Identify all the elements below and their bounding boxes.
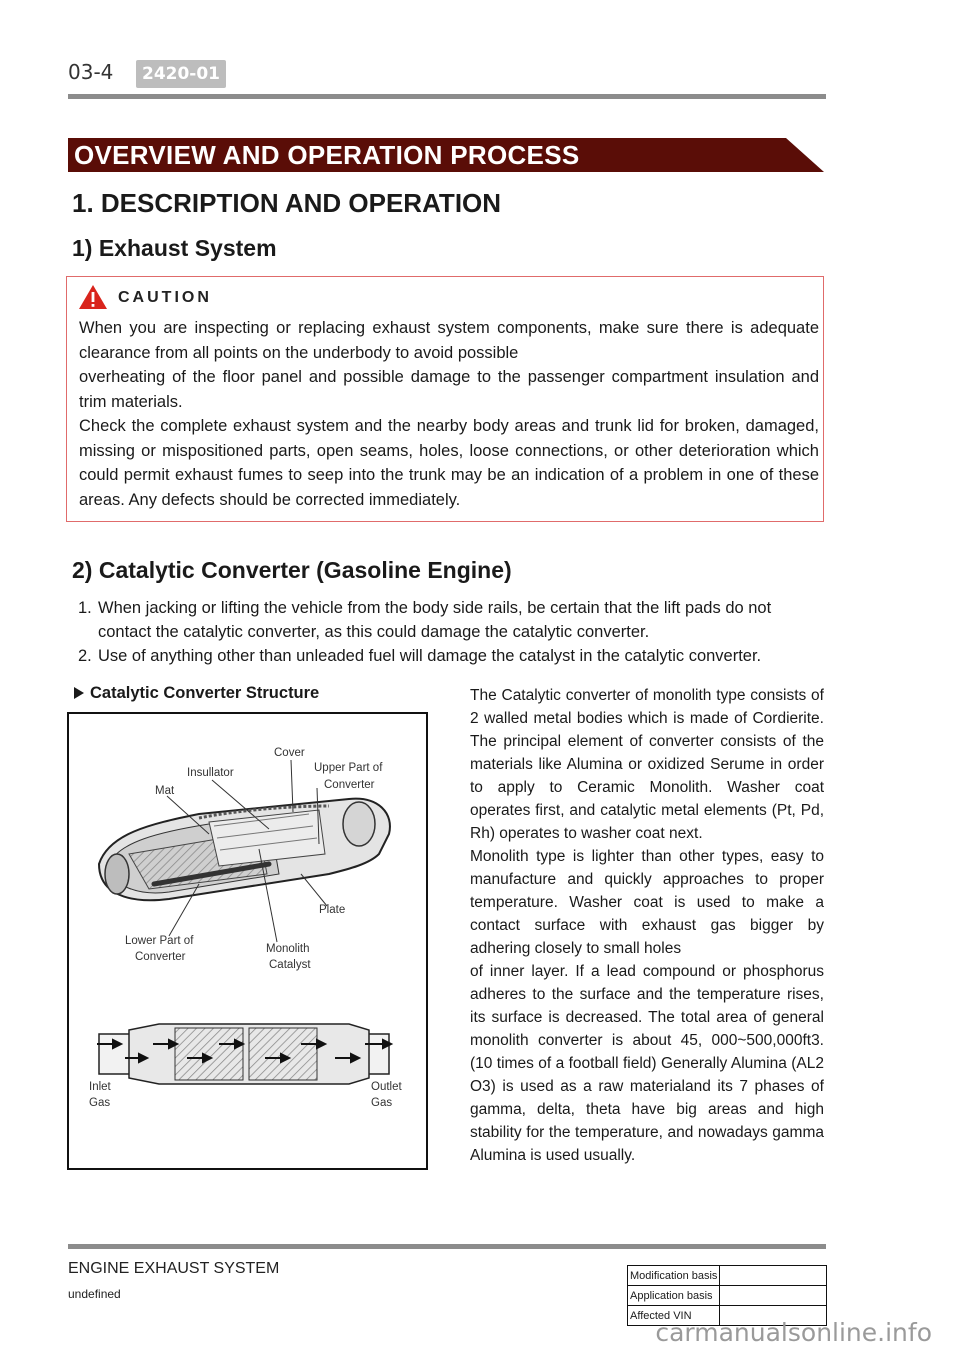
- caution-paragraph: Check the complete exhaust system and the nearby body areas and trunk lid for broken, damaged, missing or mispositioned parts, open seams, holes, loose connections, or other deterioration which could permit exhaust fumes to seep into the trunk may be an indication of a problem in one of these areas. Any defects should be corrected immediately.: [79, 417, 819, 509]
- table-cell-value: [720, 1266, 827, 1286]
- description-paragraph: of inner layer. If a lead compound or phosphorus adheres to the surface and the temperature rises, its surface is decreased. The total area of general monolith converter is about 45, 000~500,000ft3. (10 times of a football field) Generally Alumina (AL2 O3) is used as a raw materialand its 7 phases of gamma, delta, theta have big areas and high stability for the temperature, and nowadays gamma Alumina is used usually.: [470, 963, 824, 1164]
- caution-paragraph: When you are inspecting or replacing exhaust system components, make sure there is adequate clearance from all points on the underbody to avoid possible: [79, 319, 819, 362]
- basis-table: [627, 1265, 827, 1326]
- step-text: Use of anything other than unleaded fuel will damage the catalyst in the catalytic converter.: [98, 647, 762, 665]
- step-number: 2.: [78, 647, 92, 665]
- label-lower-part-line1: Lower Part of: [125, 935, 194, 947]
- description-paragraph: Monolith type is lighter than other types, easy to manufacture and quickly approaches to proper temperature. Washer coat is used to make a contact surface with exhaust gas bigger by adhering closely to small holes: [470, 848, 824, 957]
- table-cell-label: Modification basis: [628, 1266, 720, 1286]
- steps-list: [78, 596, 826, 668]
- structure-title: Catalytic Converter Structure: [90, 684, 320, 702]
- header-rule: [68, 94, 826, 99]
- triangle-bullet-icon: [73, 686, 85, 700]
- list-item: [78, 596, 826, 644]
- label-monolith-line2: Catalyst: [269, 959, 311, 971]
- caution-label: CAUTION: [118, 289, 212, 306]
- list-item: [78, 644, 826, 668]
- page-number: 03-4: [68, 60, 114, 84]
- label-inlet-line2: Gas: [89, 1097, 111, 1109]
- label-inlet-line1: Inlet: [89, 1081, 111, 1093]
- watermark: carmanualsonline.info: [655, 1318, 932, 1347]
- warning-icon: [78, 284, 108, 310]
- label-upper-part-line2: Converter: [324, 779, 375, 791]
- description-paragraph: The Catalytic converter of monolith type consists of 2 walled metal bodies which is made of Cordierite. The principal element of converter consists of the materials like Alumina or oxidized Serume in order to apply to Ceramic Monolith. Washer coat operates first, and catalytic metal elements (Pt, Pd, Rh) operates to washer coat next.: [470, 687, 824, 842]
- step-number: 1.: [78, 599, 92, 617]
- section-title: 1. DESCRIPTION AND OPERATION: [72, 188, 502, 218]
- overview-title: OVERVIEW AND OPERATION PROCESS: [74, 140, 580, 170]
- label-plate: Plate: [319, 904, 346, 916]
- label-outlet-line2: Gas: [371, 1097, 393, 1109]
- label-insulator: Insullator: [187, 767, 234, 779]
- label-lower-part-line2: Converter: [135, 951, 186, 963]
- table-cell-label: Affected VIN: [628, 1306, 720, 1326]
- exhaust-system-heading: 1) Exhaust System: [72, 235, 277, 261]
- label-mat: Mat: [155, 785, 175, 797]
- converter-figure: [67, 712, 428, 1170]
- converter-illustration: [69, 714, 426, 1168]
- table-cell-value: [720, 1286, 827, 1306]
- caution-paragraph: overheating of the floor panel and possible damage to the passenger compartment insulation and trim materials.: [79, 368, 819, 411]
- table-row: [628, 1266, 827, 1286]
- catalytic-converter-heading: 2) Catalytic Converter (Gasoline Engine): [72, 557, 512, 583]
- table-cell-label: Application basis: [628, 1286, 720, 1306]
- table-row: [628, 1286, 827, 1306]
- label-monolith-line1: Monolith: [266, 943, 310, 955]
- converter-body: [99, 799, 390, 901]
- step-text: When jacking or lifting the vehicle from the body side rails, be certain that the lift pads do not contact the catalytic converter, as this could damage the catalytic converter.: [98, 599, 772, 641]
- label-outlet-line1: Outlet: [371, 1081, 402, 1093]
- converter-description: [470, 684, 824, 1167]
- footer-title: ENGINE EXHAUST SYSTEM: [68, 1260, 280, 1277]
- label-upper-part-line1: Upper Part of: [314, 762, 383, 774]
- section-code-badge: 2420-01: [136, 60, 226, 88]
- caution-text: [79, 316, 819, 512]
- footer-subtitle: undefined: [68, 1287, 121, 1301]
- label-cover: Cover: [274, 747, 305, 759]
- footer-rule: [68, 1244, 826, 1249]
- converter-cross-section: [99, 1024, 389, 1084]
